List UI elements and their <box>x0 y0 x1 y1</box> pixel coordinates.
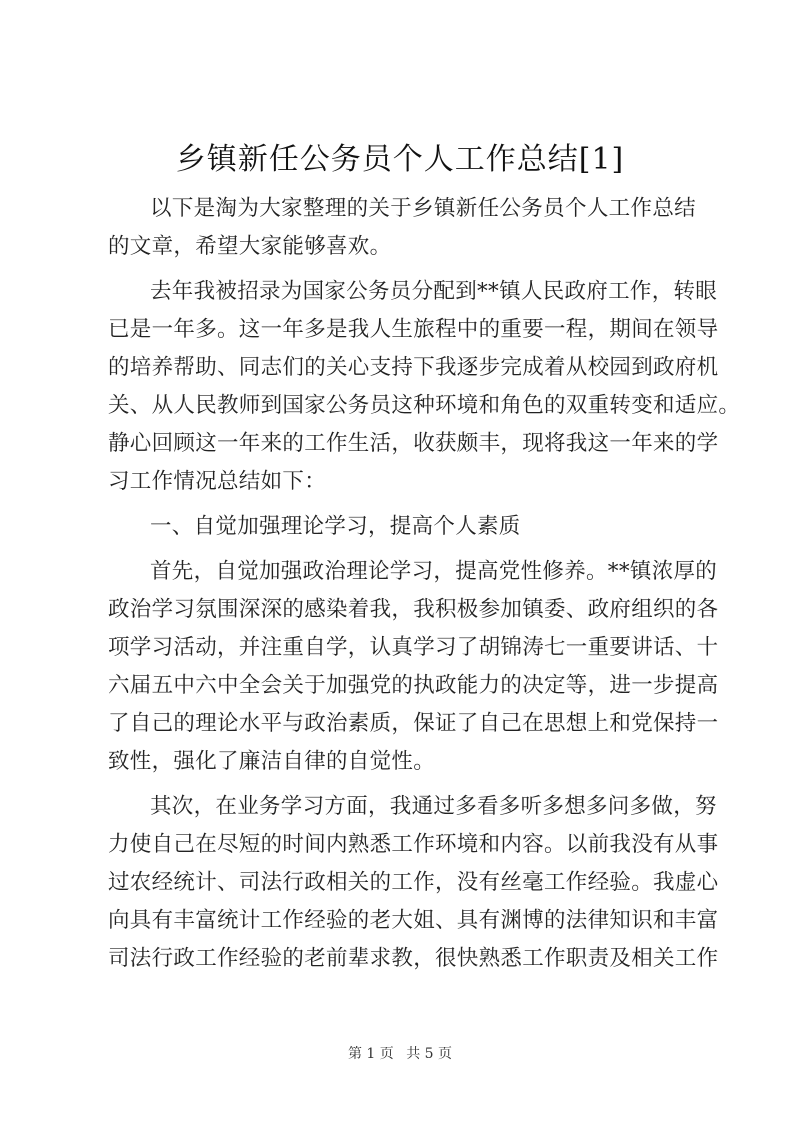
paragraph-line: 的文章，希望大家能够喜欢。 <box>108 234 392 259</box>
paragraph-line: 致性，强化了廉洁自律的自觉性。 <box>108 749 436 774</box>
paragraph-line: 的培养帮助、同志们的关心支持下我逐步完成着从校园到政府机 <box>108 355 719 380</box>
paragraph-line: 关、从人民教师到国家公务员这种环境和角色的双重转变和适应。 <box>108 393 741 418</box>
paragraph <box>108 273 741 501</box>
paragraph-spacer <box>108 781 696 788</box>
paragraph-line: 静心回顾这一年来的工作生活，收获颇丰，现将我这一年来的学 <box>108 431 719 456</box>
page-total: 共 5 页 <box>406 1046 453 1062</box>
paragraph-line: 习工作情况总结如下： <box>108 469 327 494</box>
paragraph-line: 司法行政工作经验的老前辈求教，很快熟悉工作职责及相关工作 <box>108 946 719 971</box>
paragraph-line: 以下是淘为大家整理的关于乡镇新任公务员个人工作总结 <box>150 196 696 221</box>
page-number: 第 1 页 <box>347 1046 394 1062</box>
paragraph-line: 了自己的理论水平与政治素质，保证了自己在思想上和党保持一 <box>108 711 719 736</box>
paragraph <box>108 553 719 781</box>
paragraph <box>108 788 719 978</box>
paragraph-line: 首先，自觉加强政治理论学习，提高党性修养。**镇浓厚的 <box>150 559 718 584</box>
paragraph-spacer <box>108 266 696 273</box>
paragraph-spacer <box>108 501 696 508</box>
paragraph-line: 政治学习氛围深深的感染着我，我积极参加镇委、政府组织的各 <box>108 597 719 622</box>
paragraph-line: 其次，在业务学习方面，我通过多看多听多想多问多做，努 <box>150 794 717 819</box>
document-title: 乡镇新任公务员个人工作总结[1] <box>175 142 625 177</box>
document-body <box>108 190 741 978</box>
paragraph-line: 去年我被招录为国家公务员分配到**镇人民政府工作，转眼 <box>150 279 718 304</box>
paragraph-line: 已是一年多。这一年多是我人生旅程中的重要一程，期间在领导 <box>108 317 719 342</box>
paragraph-line: 力使自己在尽短的时间内熟悉工作环境和内容。以前我没有从事 <box>108 832 719 857</box>
paragraph <box>108 508 696 546</box>
paragraph-line: 过农经统计、司法行政相关的工作，没有丝毫工作经验。我虚心 <box>108 870 719 895</box>
paragraph <box>108 190 696 266</box>
paragraph-line: 项学习活动，并注重自学，认真学习了胡锦涛七一重要讲话、十 <box>108 635 719 660</box>
paragraph-spacer <box>108 546 696 553</box>
page-footer <box>0 1044 800 1064</box>
paragraph-line: 向具有丰富统计工作经验的老大姐、具有渊博的法律知识和丰富 <box>108 908 719 933</box>
paragraph-line: 一、自觉加强理论学习，提高个人素质 <box>150 514 521 539</box>
paragraph-line: 六届五中六中全会关于加强党的执政能力的决定等，进一步提高 <box>108 673 719 698</box>
